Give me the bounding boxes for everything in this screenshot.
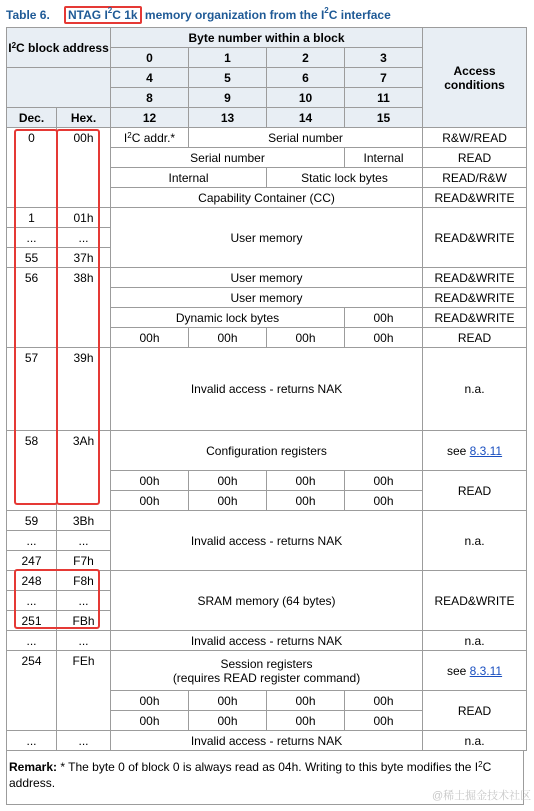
watermark: @稀土掘金技术社区 [432,790,532,802]
access-cell: READ&WRITE [423,268,527,288]
access-cell: READ [423,471,527,511]
byte-number-header: Byte number within a block [111,28,423,48]
dec-cell: 0 [7,128,57,208]
dec-cell: ... [7,531,57,551]
byte-value-cell: 00h [111,471,189,491]
invalid-access-cell: Invalid access - returns NAK [111,631,423,651]
config-registers-cell: Configuration registers [111,431,423,471]
access-cell: READ [423,148,527,168]
hex-header: Hex. [57,108,111,128]
byte-index: 15 [345,108,423,128]
byte-index: 8 [111,88,189,108]
table-row [7,651,527,691]
session-registers-cell: Session registers (requires READ register command) [111,651,423,691]
table-row [7,208,527,228]
hex-cell: F7h [57,551,111,571]
product-name-highlight: NTAG $I^2C$ 1k [64,6,142,24]
invalid-access-cell: Invalid access - returns NAK [111,348,423,431]
header-row [7,28,527,48]
byte-index: 4 [111,68,189,88]
byte-index: 12 [111,108,189,128]
byte-value-cell: 00h [345,711,423,731]
access-conditions-header: Access conditions [423,28,527,128]
access-cell: READ [423,691,527,731]
hex-cell: FEh [57,651,111,731]
access-cell: R&W/READ [423,128,527,148]
access-cell: see 8.3.11 [423,431,527,471]
dec-cell: 55 [7,248,57,268]
dec-cell: 59 [7,511,57,531]
access-cell: READ&WRITE [423,571,527,631]
hex-cell: F8h [57,571,111,591]
byte-index: 3 [345,48,423,68]
caption-rest: memory organization from the $I^2C$ interface [141,6,391,22]
byte-index: 14 [267,108,345,128]
dec-cell: ... [7,731,57,751]
table-caption [6,8,526,26]
dec-cell: ... [7,228,57,248]
access-cell: READ/R&W [423,168,527,188]
byte-value-cell: 00h [111,711,189,731]
byte-index: 6 [267,68,345,88]
byte-value-cell: 00h [111,691,189,711]
byte-value-cell: 00h [189,711,267,731]
access-cell: READ&WRITE [423,188,527,208]
user-memory-cell: User memory [111,208,423,268]
table-row [7,268,527,288]
byte-index: 10 [267,88,345,108]
table-row [7,128,527,148]
hex-cell: 37h [57,248,111,268]
dec-cell: 56 [7,268,57,348]
dec-cell: 251 [7,611,57,631]
hex-cell: ... [57,531,111,551]
sram-memory-cell: SRAM memory (64 bytes) [111,571,423,631]
capability-container-cell: Capability Container (CC) [111,188,423,208]
byte-index: 1 [189,48,267,68]
dec-cell: 57 [7,348,57,431]
user-memory-cell: User memory [111,268,423,288]
byte-value-cell: 00h [345,328,423,348]
byte-value-cell: 00h [267,691,345,711]
table-row [7,571,527,591]
access-cell: READ [423,328,527,348]
byte-value-cell: 00h [189,471,267,491]
dec-cell: 247 [7,551,57,571]
internal-cell: Internal [345,148,423,168]
byte-index: 9 [189,88,267,108]
hex-cell: ... [57,228,111,248]
dec-cell: 58 [7,431,57,511]
byte-value-cell: 00h [345,691,423,711]
byte-index: 0 [111,48,189,68]
invalid-access-cell: Invalid access - returns NAK [111,731,423,751]
remark-note: Remark: * The byte 0 of block 0 is always read as 04h. Writing to this byte modifies the $I^2C$ address. [6,750,524,805]
i2c-addr-cell: $I^2C$ addr.* [111,128,189,148]
byte-value-cell: 00h [111,328,189,348]
dec-cell: 248 [7,571,57,591]
section-link[interactable]: 8.3.11 [469,443,503,458]
hex-cell: ... [57,631,111,651]
static-lock-cell: Static lock bytes [267,168,423,188]
byte-value-cell: 00h [345,471,423,491]
byte-value-cell: 00h [189,328,267,348]
hex-cell: 01h [57,208,111,228]
hex-cell: 00h [57,128,111,208]
section-link[interactable]: 8.3.11 [469,663,503,678]
dynamic-lock-cell: Dynamic lock bytes [111,308,345,328]
byte-value-cell: 00h [267,328,345,348]
access-cell: n.a. [423,348,527,431]
table-row [7,631,527,651]
access-cell: n.a. [423,731,527,751]
byte-value-cell: 00h [267,471,345,491]
access-cell: see 8.3.11 [423,651,527,691]
access-cell: n.a. [423,631,527,651]
byte-index: 13 [189,108,267,128]
table-row [7,431,527,471]
table-row [7,348,527,431]
byte-index: 7 [345,68,423,88]
table-row [7,511,527,531]
dec-cell: 1 [7,208,57,228]
user-memory-cell: User memory [111,288,423,308]
hex-cell: 3Ah [57,431,111,511]
hex-cell: 3Bh [57,511,111,531]
serial-number-cell: Serial number [189,128,423,148]
block-address-header: $I^2C$ block address [7,28,111,68]
dec-cell: ... [7,591,57,611]
internal-cell: Internal [111,168,267,188]
byte-value-cell: 00h [189,491,267,511]
byte-index: 11 [345,88,423,108]
byte-index: 5 [189,68,267,88]
hex-cell: ... [57,731,111,751]
table-number: Table 6. [6,8,50,22]
access-cell: READ&WRITE [423,308,527,328]
memory-organization-table [6,27,527,751]
byte-value-cell: 00h [345,308,423,328]
byte-value-cell: 00h [189,691,267,711]
hex-cell: 39h [57,348,111,431]
byte-value-cell: 00h [267,491,345,511]
byte-value-cell: 00h [267,711,345,731]
invalid-access-cell: Invalid access - returns NAK [111,511,423,571]
access-cell: READ&WRITE [423,208,527,268]
hex-cell: FBh [57,611,111,631]
hex-cell: ... [57,591,111,611]
table-row [7,731,527,751]
access-cell: n.a. [423,511,527,571]
byte-index: 2 [267,48,345,68]
dec-cell: 254 [7,651,57,731]
byte-value-cell: 00h [345,491,423,511]
dec-header: Dec. [7,108,57,128]
access-cell: READ&WRITE [423,288,527,308]
hex-cell: 38h [57,268,111,348]
dec-cell: ... [7,631,57,651]
byte-value-cell: 00h [111,491,189,511]
serial-number-cell: Serial number [111,148,345,168]
